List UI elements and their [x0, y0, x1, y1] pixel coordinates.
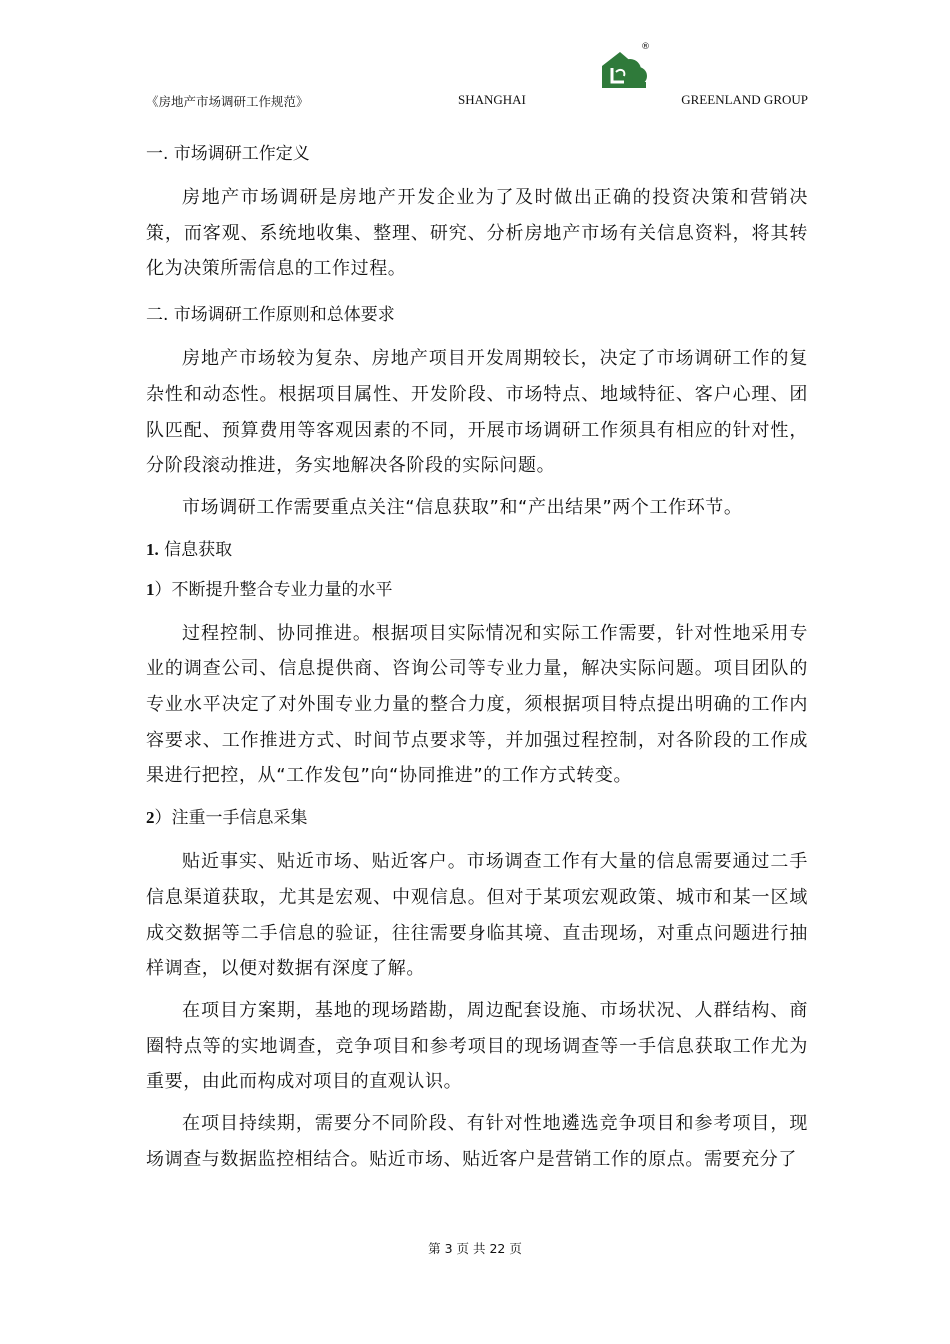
subsection-text-1a: ）不断提升整合专业力量的水平 — [154, 579, 393, 600]
page-header — [146, 92, 808, 114]
document-body — [146, 140, 808, 1183]
registered-mark: ® — [641, 42, 650, 52]
header-city: SHANGHAI — [458, 92, 526, 107]
subsection-text-1b: ）注重一手信息采集 — [154, 808, 308, 829]
paragraph-1: 房地产市场调研是房地产开发企业为了及时做出正确的投资决策和营销决策，而客观、系统地收集、整理、研究、分析房地产市场有关信息资料，将其转化为决策所需信息的工作过程。 — [146, 187, 808, 280]
paragraph-2: 房地产市场较为复杂、房地产项目开发周期较长，决定了市场调研工作的复杂性和动态性。根据项目属性、开发阶段、市场特点、地域特征、客户心理、团队匹配、预算费用等客观因素的不同，开展市场调研工作须具有相应的针对性，分阶段滚动推进，务实地解决各阶段的实际问题。 — [146, 348, 808, 477]
section-heading-2: 二. 市场调研工作原则和总体要求 — [146, 305, 395, 326]
subsection-heading-1b — [146, 804, 808, 832]
header-group: GREENLAND GROUP — [681, 92, 808, 107]
subsection-heading-1a — [146, 576, 808, 604]
paragraph-4: 过程控制、协同推进。根据项目实际情况和实际工作需要，针对性地采用专业的调查公司、信息提供商、咨询公司等专业力量，解决实际问题。项目团队的专业水平决定了对外围专业力量的整合力度，须根据项目特点提出明确的工作内容要求、工作推进方式、时间节点要求等，并加强过程控制，对各阶段的工作成果进行把控，从“工作发包”向“协同推进”的工作方式转变。 — [146, 622, 808, 787]
paragraph-3: 市场调研工作需要重点关注“信息获取”和“产出结果”两个工作环节。 — [182, 496, 743, 518]
subsection-heading-1 — [146, 536, 808, 564]
subsection-number-1a: 1 — [146, 579, 155, 599]
subsection-number-1: 1. — [146, 539, 159, 559]
subsection-text-1: 信息获取 — [158, 539, 233, 560]
header-doc-title: 《房地产市场调研工作规范》 — [146, 94, 309, 109]
greenland-logo — [600, 42, 652, 90]
section-heading-1: 一. 市场调研工作定义 — [146, 144, 310, 164]
page-footer: 第 3 页 共 22 页 — [428, 1241, 522, 1256]
paragraph-5: 贴近事实、贴近市场、贴近客户。市场调查工作有大量的信息需要通过二手信息渠道获取，尤其是宏观、中观信息。但对于某项宏观政策、城市和某一区域成交数据等二手信息的验证，往往需要身临其境、直击现场，对重点问题进行抽样调查，以便对数据有深度了解。 — [146, 851, 808, 980]
paragraph-6: 在项目方案期，基地的现场踏勘，周边配套设施、市场状况、人群结构、商圈特点等的实地调查，竞争项目和参考项目的现场调查等一手信息获取工作尤为重要，由此而构成对项目的直观认识。 — [146, 999, 808, 1093]
paragraph-7: 在项目持续期，需要分不同阶段、有针对性地遴选竞争项目和参考项目，现场调查与数据监控相结合。贴近市场、贴近客户是营销工作的原点。需要充分了 — [146, 1113, 808, 1170]
subsection-number-1b: 2 — [146, 808, 155, 828]
